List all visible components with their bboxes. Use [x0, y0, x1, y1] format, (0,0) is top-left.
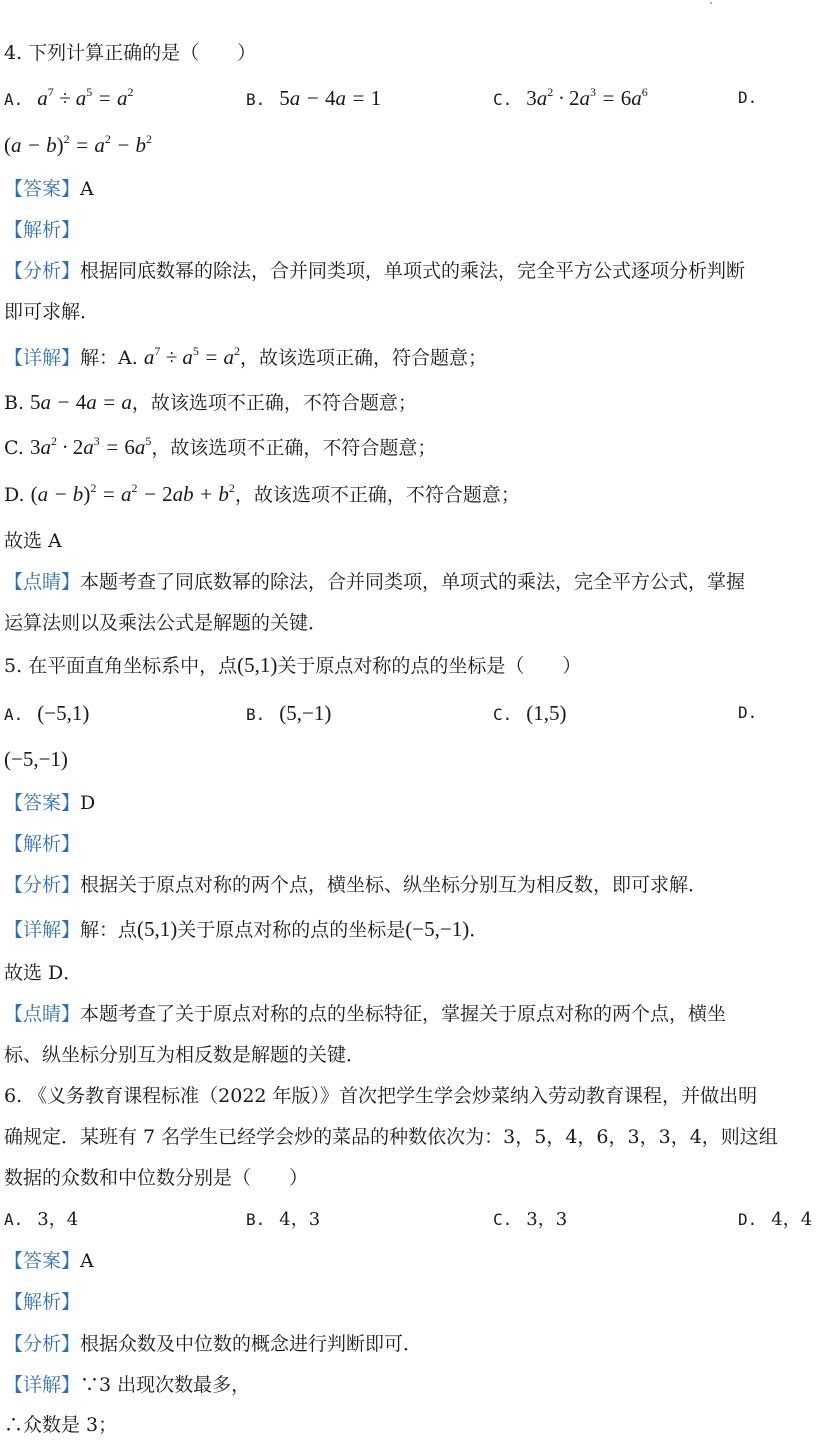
option-value: 3，3 [526, 1209, 568, 1230]
detail-suffix: ，故该选项不正确，不符合题意； [131, 392, 417, 414]
q4-answer [4, 176, 94, 202]
q5-option-b [246, 700, 331, 728]
q4-detail-b [4, 389, 417, 416]
xiangjie-text: ∵3 出现次数最多， [80, 1374, 251, 1396]
q5-option-d-value [4, 746, 68, 773]
q6-conclusion: ∴众数是 3； [4, 1414, 118, 1436]
q6-option-b [246, 1207, 320, 1233]
q6-stem-line2: 确规定．某班有 7 名学生已经学会炒的菜品的种数依次为：3，5，4，6，3，3，4，则这组 [4, 1126, 778, 1148]
answer-value: A [80, 178, 94, 200]
option-label: A. [4, 705, 24, 724]
q4-analysis-line1 [4, 258, 745, 284]
option-label: C. [493, 1210, 513, 1229]
dianjing-tag: 【点睛】 [4, 1003, 81, 1025]
q4-jiexi [4, 217, 80, 243]
q6-option-d [738, 1207, 812, 1233]
xiangjie-end: ． [469, 919, 489, 941]
option-label: A. [4, 1210, 24, 1229]
detail-prefix: D. [4, 484, 31, 506]
fenxi-tag: 【分析】 [4, 260, 81, 282]
xiangjie-tag: 【详解】 [4, 1374, 81, 1396]
fenxi-tag: 【分析】 [4, 1333, 81, 1355]
dianjing-text: 本题考查了关于原点对称的点的坐标特征，掌握关于原点对称的两个点，横坐 [80, 1003, 727, 1025]
xiangjie-middle: 关于原点对称的点的坐标是 [177, 919, 406, 941]
q4-detail-c [4, 434, 436, 461]
dianjing-text: 本题考查了同底数幂的除法，合并同类项，单项式的乘法，完全平方公式，掌握 [80, 571, 746, 593]
formula: $(a - b)^2 = a^2 - 2ab + b^2$ [30, 481, 235, 506]
fenxi-text: 根据关于原点对称的两个点，横坐标、纵坐标分别互为相反数，即可求解． [80, 874, 708, 896]
formula: 5a − 4a = a [30, 390, 132, 414]
detail-suffix: ，故该选项不正确，不符合题意； [234, 484, 520, 506]
option-label: D. [738, 1210, 758, 1229]
q5-remark-line2: 标、纵坐标分别互为相反数是解题的关键． [4, 1044, 366, 1066]
q4-option-d-label: D. [738, 88, 758, 107]
q4-option-a-formula: $a^7 \div a^5 = a^2$ [37, 85, 134, 110]
formula: $a^7 \div a^5 = a^2$ [143, 344, 241, 369]
q6-answer [4, 1248, 94, 1274]
xiangjie-tag: 【详解】 [4, 919, 81, 941]
dianjing-tag: 【点睛】 [4, 571, 81, 593]
q5-option-d [738, 700, 771, 726]
option-value: 4，4 [771, 1209, 813, 1230]
q4-option-b-formula: 5a − 4a = 1 [279, 86, 382, 110]
q5-remark-line1 [4, 1001, 726, 1027]
q5-option-c [493, 700, 567, 728]
option-label: B. [246, 1210, 266, 1229]
q4-option-c [493, 85, 648, 113]
stem-suffix: 关于原点对称的点的坐标是（ ） [277, 655, 582, 677]
xiangjie-prefix: 解：A. [80, 347, 144, 369]
option-label: B. [246, 705, 266, 724]
q4-option-d-formula: $(a - b)^2 = a^2 - b^2$ [4, 132, 153, 157]
answer-tag: 【答案】 [4, 178, 81, 200]
q4-option-b-label: B. [246, 90, 266, 109]
q5-jiexi [4, 831, 80, 857]
q6-option-c [493, 1207, 567, 1233]
q5-stem [4, 652, 581, 679]
fenxi-text: 根据同底数幂的除法，合并同类项，单项式的乘法，完全平方公式逐项分析判断 [80, 260, 746, 282]
q4-remark-line2: 运算法则以及乘法公式是解题的关键． [4, 612, 328, 634]
q6-jiexi [4, 1289, 80, 1315]
q4-option-a-label: A. [4, 90, 24, 109]
detail-suffix: ，故该选项不正确，不符合题意； [151, 437, 437, 459]
xiangjie-tag: 【详解】 [4, 347, 81, 369]
scan-speck [710, 2, 712, 4]
detail-suffix: ，故该选项正确，符合题意； [240, 347, 488, 369]
q6-stem-line1: 6. 《义务教育课程标准（2022 年版）》首次把学生学会炒菜纳入劳动教育课程，并做出明 [4, 1085, 758, 1107]
detail-prefix: B. [4, 392, 31, 414]
q4-remark-line1 [4, 569, 745, 595]
option-value: (−5,−1) [4, 747, 68, 771]
fenxi-tag: 【分析】 [4, 874, 81, 896]
q5-point: (5,1) [237, 653, 278, 677]
q6-detail [4, 1372, 250, 1398]
option-value: (−5,1) [37, 701, 90, 725]
option-label: D. [738, 703, 758, 722]
option-value: (1,5) [526, 701, 567, 725]
q4-stem: 4. 下列计算正确的是（ ） [4, 42, 257, 64]
jiexi-tag: 【解析】 [4, 1291, 81, 1313]
answer-value: D [80, 792, 96, 814]
q4-option-b [246, 85, 381, 113]
formula: $3a^2 \cdot 2a^3 = 6a^5$ [29, 434, 152, 459]
q6-option-a [4, 1207, 78, 1233]
q6-analysis [4, 1331, 422, 1357]
q4-option-c-label: C. [493, 90, 513, 109]
option-label: C. [493, 705, 513, 724]
result-point: (−5,−1) [405, 917, 470, 941]
q5-choose: 故选 D． [4, 962, 83, 984]
q4-choose: 故选 A [4, 530, 62, 552]
xiangjie-prefix: 解：点 [80, 919, 138, 941]
fenxi-text: 根据众数及中位数的概念进行判断即可． [80, 1333, 423, 1355]
q4-option-a [4, 85, 133, 113]
q5-option-a [4, 700, 89, 728]
q5-detail [4, 916, 488, 943]
stem-prefix: 5. 在平面直角坐标系中，点 [4, 655, 238, 677]
q4-option-d [738, 85, 771, 111]
q5-answer [4, 790, 95, 816]
jiexi-tag: 【解析】 [4, 219, 81, 241]
answer-tag: 【答案】 [4, 1250, 81, 1272]
q4-analysis-line2: 即可求解． [4, 301, 100, 323]
option-value: 3，4 [37, 1209, 79, 1230]
answer-tag: 【答案】 [4, 792, 81, 814]
detail-prefix: C. [4, 437, 30, 459]
answer-value: A [80, 1250, 94, 1272]
q4-detail-d [4, 481, 520, 508]
point: (5,1) [137, 917, 178, 941]
option-value: (5,−1) [279, 701, 332, 725]
option-value: 4，3 [279, 1209, 321, 1230]
q5-analysis [4, 872, 707, 898]
q4-option-c-formula: $3a^2 \cdot 2a^3 = 6a^6$ [526, 85, 648, 110]
jiexi-tag: 【解析】 [4, 833, 81, 855]
q4-detail-a [4, 344, 487, 371]
q6-stem-line3: 数据的众数和中位数分别是（ ） [4, 1167, 309, 1189]
